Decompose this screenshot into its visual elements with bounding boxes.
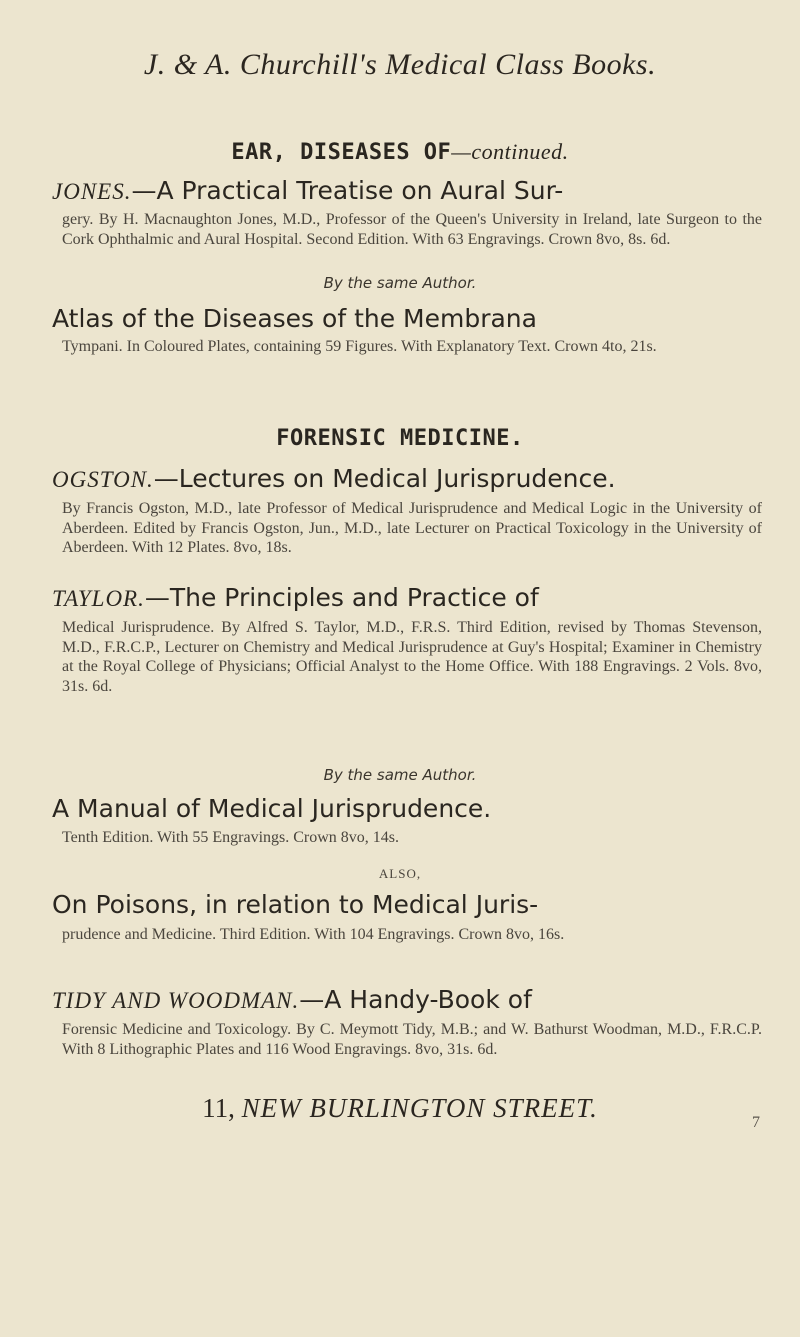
entry-title-taylor — [52, 583, 772, 614]
entry-title-text: —Lectures on Medical Jurisprudence. — [153, 464, 616, 493]
entry-body-ogston: By Francis Ogston, M.D., late Professor of Medical Jurisprudence and Medical Logic in the University of Aberdeen. Edited by Francis Ogston, Jun., M.D., late Lecturer on Practical Toxicology in the University of Aberdeen. With 12 Plates. 8vo, 18s. — [62, 500, 762, 556]
entry-title-atlas: Atlas of the Diseases of the Membrana — [52, 304, 537, 333]
entry-author: OGSTON. — [52, 467, 154, 492]
section-heading-forensic-medicine: FORENSIC MEDICINE. — [276, 426, 524, 451]
entry-title-text: —A Handy-Book of — [299, 985, 532, 1014]
entry-body-jones: gery. By H. Macnaughton Jones, M.D., Professor of the Queen's University in Ireland, late Surgeon to the Cork Ophthalmic and Aural Hospital. Second Edition. With 63 Engravings. Crown 8vo, 8s. 6d. — [62, 211, 762, 248]
entry-body-manual: Tenth Edition. With 55 Engravings. Crown 8vo, 14s. — [62, 829, 400, 846]
footer-street: NEW BURLINGTON STREET. — [241, 1093, 598, 1123]
entry-author: TAYLOR. — [52, 586, 145, 611]
page-number: 7 — [752, 1114, 760, 1131]
entry-title-ogston — [52, 464, 772, 495]
section-heading-continued: —continued. — [451, 139, 569, 164]
footer-number: 11, — [202, 1093, 235, 1123]
entry-title-tidy — [52, 985, 772, 1016]
section-heading-text: EAR, DISEASES OF — [231, 140, 452, 165]
entry-body-taylor: Medical Jurisprudence. By Alfred S. Taylor, M.D., F.R.S. Third Edition, revised by Thomas Stevenson, M.D., F.R.C.P., Lecturer on Chemistry and Medical Jurisprudence at Guy's Hospital; Examiner in Chemistry at the Royal College of Physicians; Official Analyst to the Home Office. With 188 Engravings. 2 Vols. 8vo, 31s. 6d. — [62, 619, 762, 695]
byline-same-author: By the same Author. — [323, 766, 477, 784]
entry-title-text: —The Principles and Practice of — [144, 583, 539, 612]
entry-body-atlas: Tympani. In Coloured Plates, containing 59 Figures. With Explanatory Text. Crown 4to, 21s. — [62, 338, 657, 355]
also-label: ALSO, — [378, 866, 422, 881]
entry-author: TIDY AND WOODMAN. — [52, 988, 300, 1013]
entry-body-tidy: Forensic Medicine and Toxicology. By C. Meymott Tidy, M.B.; and W. Bathurst Woodman, M.D., F.R.C.P. With 8 Lithographic Plates and 116 Wood Engravings. 8vo, 31s. 6d. — [62, 1021, 762, 1058]
entry-body-poisons: prudence and Medicine. Third Edition. With 104 Engravings. Crown 8vo, 16s. — [62, 926, 565, 943]
section-heading-ear-diseases — [0, 139, 800, 165]
entry-title-poisons: On Poisons, in relation to Medical Juris- — [52, 890, 539, 919]
running-head: J. & A. Churchill's Medical Class Books. — [143, 48, 657, 81]
entry-title-text: —A Practical Treatise on Aural Sur- — [131, 176, 564, 205]
entry-title-jones — [52, 176, 772, 207]
entry-author: JONES. — [52, 179, 132, 204]
entry-title-manual: A Manual of Medical Jurisprudence. — [52, 794, 492, 823]
byline-same-author: By the same Author. — [323, 274, 477, 292]
footer-address — [0, 1093, 800, 1124]
